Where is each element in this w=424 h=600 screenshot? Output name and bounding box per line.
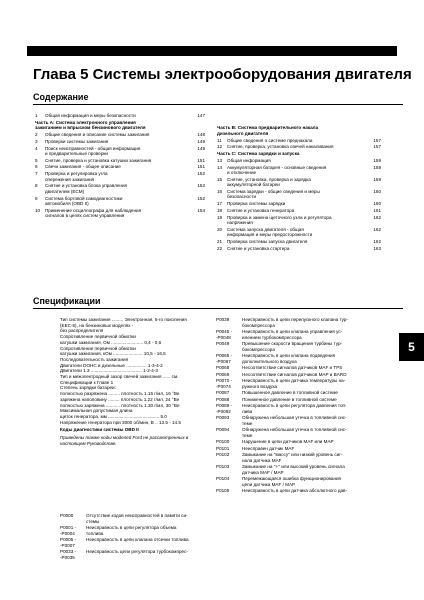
code-row bbox=[216, 390, 382, 396]
code-row bbox=[216, 446, 382, 452]
toc-left-column bbox=[35, 113, 205, 220]
code-id: P0045 - -P0048 bbox=[216, 329, 233, 340]
toc-entry-title: Проверка и замена щеточного узла и регулятора напряжения bbox=[227, 214, 332, 225]
spec-row: Последовательность зажигания bbox=[60, 356, 129, 362]
specs-left-column bbox=[60, 317, 210, 446]
toc-entry-title: Проверка и регулировка угла опережения зажигания bbox=[45, 171, 108, 182]
toc-entry-title: Аккумуляторная батарея - основные сведения и отключение bbox=[227, 164, 327, 176]
toc-entry-number: 22 bbox=[217, 245, 223, 251]
toc-entry-page: 152 bbox=[197, 183, 205, 189]
toc-entry bbox=[35, 208, 205, 219]
toc-entry bbox=[217, 138, 381, 144]
code-id: P0039 bbox=[216, 317, 230, 322]
toc-entry bbox=[217, 189, 381, 200]
toc-entry-number: 2 bbox=[35, 132, 38, 138]
toc-entry-title: Система зарядки - общие сведения и меры безопасности bbox=[227, 188, 320, 200]
code-row bbox=[216, 403, 382, 414]
code-description: Неисправность цепи регулятора турбокомпрес- bbox=[86, 549, 188, 554]
chapter-tab: 5 bbox=[399, 333, 424, 361]
toc-entry-number: 15 bbox=[217, 176, 223, 182]
toc-entry-page: 157 bbox=[373, 137, 381, 143]
spec-row: Тип и межэлектродный зазор свечей зажигания ...... см. Спецификации к Главе 1 bbox=[60, 374, 179, 385]
toc-entry-number: 3 bbox=[35, 138, 38, 144]
toc-entry bbox=[35, 183, 205, 194]
toc-entry-number: 16 bbox=[217, 188, 223, 194]
spec-row: Двигатели DOHC и дизельные ................ 1-3-4-2 bbox=[60, 362, 163, 368]
code-description: Превышение скорости вращения турбины тур- бокомпрессора bbox=[242, 341, 343, 352]
toc-entry-title: Система запуска двигателя - общая информация и меры предосторожности bbox=[227, 226, 313, 238]
code-row bbox=[216, 378, 382, 389]
toc-entry-page: 159 bbox=[373, 157, 381, 163]
toc-entry bbox=[217, 177, 381, 188]
spec-row: полностью разряжена ......... плотность 1.15 г/мл, 16 °Ве bbox=[60, 391, 180, 397]
toc-entry bbox=[35, 146, 205, 157]
toc-entry bbox=[217, 227, 381, 238]
toc-entry-page: 162 bbox=[373, 214, 381, 220]
toc-entry-page: 159 bbox=[373, 164, 381, 170]
code-id: P0102 bbox=[216, 452, 230, 457]
code-row bbox=[60, 537, 210, 548]
toc-entry bbox=[35, 158, 205, 164]
toc-entry-title: Свечи зажигания - общее описание bbox=[45, 164, 121, 170]
code-description: Неисправность в цепи датчика абсолютного дав- bbox=[242, 488, 348, 493]
code-id: P0101 bbox=[216, 445, 230, 451]
codes-right-table bbox=[216, 317, 382, 495]
toc-entry bbox=[217, 215, 381, 226]
toc-entry-number: 10 bbox=[35, 207, 41, 213]
code-id: P0103 bbox=[216, 464, 230, 469]
toc-entry bbox=[217, 246, 381, 252]
toc-entry-title: Общие сведения о системе преднакала bbox=[227, 137, 313, 143]
spec-row: Тип системы зажигания ......... Электронная, 5-го поколения (EEC-5), на бензиновых моделях - без распределителя bbox=[60, 317, 187, 334]
toc-entry-title: Снятие и установка блока управления двигателем (ECM) bbox=[45, 183, 128, 194]
contents-heading bbox=[33, 92, 403, 106]
toc-entry-title: Применение осциллографа для наблюдения сигналов в цепях систем управления bbox=[45, 207, 142, 219]
toc-entry bbox=[35, 196, 205, 207]
code-row bbox=[216, 427, 382, 438]
toc-entry-number: 5 bbox=[35, 157, 38, 163]
specs-rule bbox=[33, 308, 403, 309]
code-description: Замыкание на ''массу'' или низкий уровень сиг- нала датчика MAF bbox=[242, 452, 343, 463]
toc-entry-title: Снятие и установка стартера bbox=[227, 245, 290, 251]
toc-entry-page: 154 bbox=[197, 207, 205, 213]
code-id: P0049 bbox=[216, 341, 230, 346]
toc-entry-title: Общие сведения и описание системы зажигания bbox=[45, 132, 150, 138]
code-row bbox=[216, 353, 382, 364]
toc-entry-page: 147 bbox=[197, 113, 205, 118]
obd-codes-heading: Коды диагностики системы OBD II bbox=[60, 427, 139, 433]
toc-right-column bbox=[217, 124, 381, 252]
code-id: P0088 bbox=[216, 396, 230, 402]
spec-row: полностью заряжена ........... плотность 1.30 г/мл, 30 °Ве bbox=[60, 402, 180, 408]
toc-entry bbox=[217, 208, 381, 214]
code-description: Неисправность в цепи датчика температуры на- ружного воздуха bbox=[242, 378, 346, 389]
toc-entry-number: 8 bbox=[35, 183, 38, 189]
toc-entry-title: Снятие, установка, проверка и зарядка аккумуляторной батареи bbox=[227, 176, 311, 188]
code-id: P0068 bbox=[216, 365, 230, 370]
code-description: Несоответствие сигналов датчиков MAF и TPS bbox=[242, 365, 343, 370]
code-id: P0105 bbox=[216, 488, 230, 493]
spec-row: Степень зарядки батареи: bbox=[60, 385, 116, 391]
code-description: Обнаружена небольшая утечка в топливной сис- теме bbox=[242, 427, 347, 438]
toc-entry-page: 148 bbox=[197, 132, 205, 138]
toc-entry-page: 162 bbox=[373, 238, 381, 244]
toc-part-heading: Часть В: Система предварительного накала дизельного двигателя bbox=[217, 125, 319, 136]
toc-entry-page: 160 bbox=[373, 188, 381, 194]
code-row bbox=[216, 317, 382, 328]
toc-entry-page: 160 bbox=[373, 201, 381, 207]
code-id: P0065 - -P0067 bbox=[216, 353, 233, 364]
toc-entry-page: 159 bbox=[373, 176, 381, 182]
spec-row: Сопротивление первичной обмотки катушки зажигания, Ом ......................... 0,4 - 0,6 bbox=[60, 334, 162, 345]
spec-row: Максимальная допустимая длина щеток генератора, мм ........................................ 5.0 bbox=[60, 408, 167, 419]
code-id: P0069 bbox=[216, 371, 230, 377]
toc-entry-number: 4 bbox=[35, 145, 38, 151]
code-description: Обнаружена небольшая утечка в топливной сис- теме bbox=[242, 415, 347, 426]
toc-entry bbox=[217, 144, 381, 150]
code-row bbox=[216, 488, 382, 494]
code-row bbox=[60, 525, 210, 536]
spec-row: Двигатели 1.3 ........................................ 1-2-4-3 bbox=[60, 368, 158, 374]
obd-codes-note: Приведены также коды моделей Ford не рассмотренных в настоящем Руководстве. bbox=[60, 435, 189, 446]
code-description: Нарушение в цепи датчиков MAF или MAP bbox=[242, 439, 334, 444]
code-row bbox=[216, 464, 382, 475]
toc-entry-page: 157 bbox=[373, 144, 381, 150]
toc-part-heading: Часть С: Система зарядки и запуска bbox=[217, 150, 300, 156]
toc-entry-title: Проверка системы зарядки bbox=[227, 201, 286, 207]
toc-entry-number: 17 bbox=[217, 201, 223, 207]
toc-entry bbox=[217, 239, 381, 245]
contents-rule bbox=[33, 104, 403, 105]
code-description: Неисправность в цепи клапана отсечки топлива bbox=[86, 537, 189, 542]
toc-entry-number: 18 bbox=[217, 207, 223, 213]
toc-entry-page: 163 bbox=[373, 245, 381, 251]
toc-entry-page: 151 bbox=[197, 157, 205, 163]
toc-entry-title: Общая информация bbox=[227, 157, 271, 163]
toc-part-heading: Часть А: Система электронного управления зажиганием и впрыском бензинового двигателя bbox=[35, 119, 146, 131]
toc-entry-number: 19 bbox=[217, 214, 223, 220]
toc-entry-title: Снятие, проверка и установка катушки зажигания bbox=[45, 157, 152, 163]
code-row bbox=[216, 439, 382, 445]
toc-entry-number: 7 bbox=[35, 171, 38, 177]
code-id: P0000 bbox=[60, 513, 74, 518]
toc-entry-page: 149 bbox=[197, 138, 205, 144]
contents-heading-label: Содержание bbox=[33, 92, 89, 102]
code-row bbox=[216, 372, 382, 378]
toc-entry bbox=[35, 171, 205, 182]
code-description: Неисправность в цепи регулятора давления топ- лива bbox=[242, 403, 347, 414]
code-id: P0093 bbox=[216, 415, 230, 420]
chapter-header-bar bbox=[27, 46, 397, 56]
toc-entry-title: Проверки системы зажигания bbox=[45, 138, 109, 144]
toc-entry-title: Общая информация и меры безопасности bbox=[45, 113, 136, 118]
spec-row: Сопротивление первичной обмотки катушки зажигания, кОм ....................... 10,5 - 16,5 bbox=[60, 345, 166, 357]
code-description: Неисправность в цепи клапана управления ус- илением турбокомпрессора bbox=[242, 329, 343, 340]
code-description: Отсутствие кодов неисправностей в памяти си- стемы bbox=[86, 513, 188, 524]
code-description: Неисправность в цепи клапана подведения дополнительного воздуха bbox=[242, 353, 336, 364]
code-description: Несоответствие сигналов датчиков MAP и BARO bbox=[242, 371, 347, 377]
toc-entry-title: Поиск неисправностей - общая информация и предварительные проверки bbox=[45, 145, 141, 157]
toc-entry-title: Проверка системы запуска двигателя bbox=[227, 238, 308, 244]
toc-entry-title: Снятие, проверка, установка свечей накаливания bbox=[227, 144, 334, 150]
code-row bbox=[60, 549, 210, 560]
codes-left-table bbox=[60, 513, 210, 561]
toc-entry-number: 11 bbox=[217, 137, 222, 143]
code-description: Замыкание на ''+'' или высокий уровень сигнала датчика MAF / MAP bbox=[242, 464, 345, 475]
toc-entry bbox=[217, 158, 381, 164]
code-id: P0104 bbox=[216, 476, 230, 481]
code-row bbox=[216, 329, 382, 340]
toc-entry-number: 6 bbox=[35, 164, 38, 170]
code-description: Пониженное давление в топливной системе bbox=[242, 396, 337, 402]
toc-entry-number: 1 bbox=[35, 113, 38, 118]
toc-entry-number: 20 bbox=[217, 226, 223, 232]
code-description: Неисправность в цепи регулятора объема топлива bbox=[86, 525, 177, 536]
spec-rows bbox=[60, 317, 210, 425]
code-id: P0094 bbox=[216, 427, 230, 432]
toc-entry-page: 152 bbox=[197, 171, 205, 177]
code-description: Неисправность в цепи перепускного клапана тур- бокомпрессора bbox=[242, 317, 348, 328]
toc-entry-page: 152 bbox=[197, 195, 205, 201]
code-row bbox=[216, 476, 382, 487]
toc-entry bbox=[35, 132, 205, 138]
code-row bbox=[216, 341, 382, 352]
toc-entry-number: 12 bbox=[217, 144, 223, 150]
code-id: P0087 bbox=[216, 390, 230, 395]
code-description: Повышенное давление в топливной системе bbox=[242, 390, 338, 395]
toc-entry bbox=[35, 139, 205, 145]
toc-entry-number: 13 bbox=[217, 157, 223, 163]
toc-entry-page: 151 bbox=[197, 164, 205, 170]
toc-entry bbox=[217, 201, 381, 207]
toc-entry-title: Система бортовой самодиагностики автомобиля (OBD II) bbox=[45, 195, 123, 206]
code-id: P0033 - -P0035 bbox=[60, 549, 77, 560]
toc-entry-number: 14 bbox=[217, 164, 223, 170]
toc-entry-title: Снятие и установка генератора bbox=[227, 207, 295, 213]
code-row bbox=[216, 415, 382, 426]
spec-row: заряжена наполовину ......... плотность 1.22 г/мл, 24 °Ве bbox=[60, 396, 180, 402]
toc-entry bbox=[35, 113, 205, 119]
code-description: Перемежающаяся ошибка функционирования цепи датчика MAF / MAP bbox=[242, 476, 342, 487]
code-row bbox=[216, 365, 382, 371]
code-id: P0005 - -P0007 bbox=[60, 537, 77, 548]
code-description: Неисправен датчик MAF bbox=[242, 445, 295, 451]
toc-entry bbox=[35, 164, 205, 170]
code-id: P0070 - -P0074 bbox=[216, 378, 233, 389]
code-id: P0100 bbox=[216, 439, 230, 444]
specs-heading bbox=[33, 296, 403, 310]
code-row bbox=[216, 452, 382, 463]
code-id: P0001 - -P0004 bbox=[60, 525, 77, 536]
code-id: P0089 - -P0092 bbox=[216, 403, 233, 414]
specs-heading-label: Спецификации bbox=[33, 296, 101, 306]
toc-entry-page: 162 bbox=[373, 226, 381, 232]
toc-entry-number: 21 bbox=[217, 238, 223, 244]
toc-entry-page: 161 bbox=[373, 207, 381, 213]
chapter-title: Глава 5 Системы электрооборудования двигателя bbox=[33, 66, 412, 83]
toc-entry-page: 149 bbox=[197, 145, 205, 151]
code-row bbox=[60, 513, 210, 524]
toc-entry bbox=[217, 165, 381, 176]
toc-entry-number: 9 bbox=[35, 195, 38, 201]
code-row bbox=[216, 397, 382, 403]
spec-row: Напряжение генератора при 3000 об/мин, В .. 13.5 - 14.5 bbox=[60, 419, 181, 425]
